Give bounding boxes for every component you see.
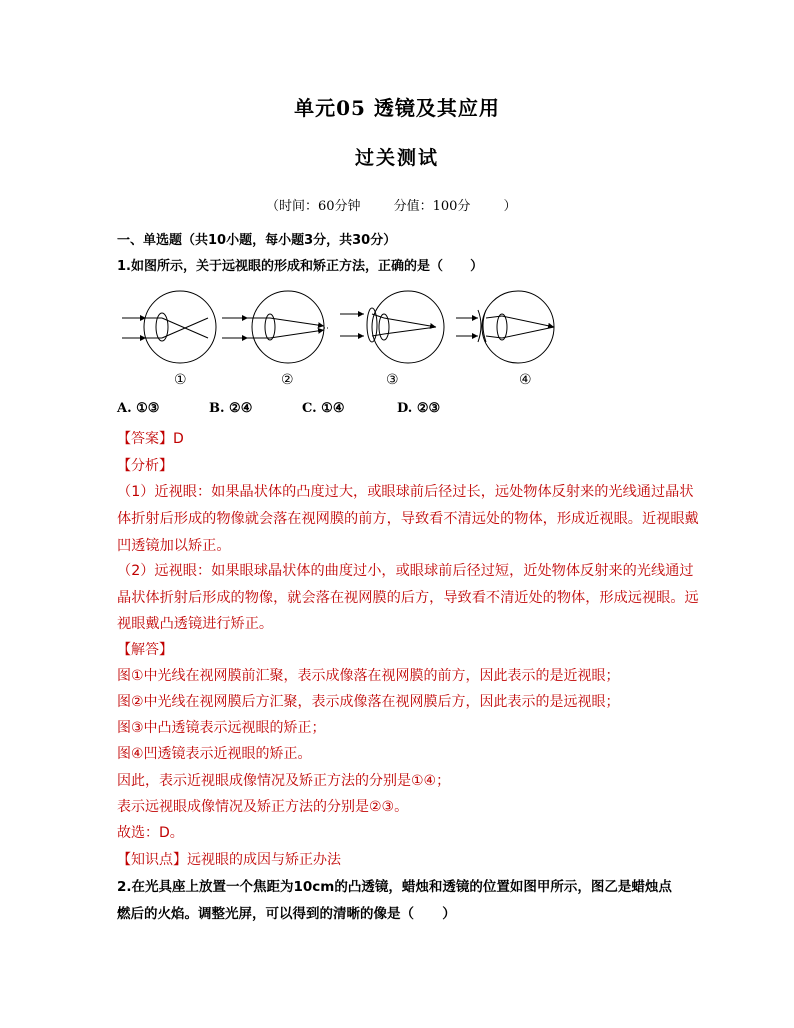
analysis-line: 凹透镜加以矫正。 (117, 538, 231, 554)
answer: 【答案】D (117, 431, 184, 447)
question-2-stem-line1: 2.在光具座上放置一个焦距为10cm的凸透镜，蜡烛和透镜的位置如图甲所示，图乙是蜡烛点 (117, 879, 672, 895)
eye-diagram-1 (122, 291, 216, 363)
test-subtitle: 过关测试 (354, 147, 439, 169)
section-heading: 一、单选题（共10小题，每小题3分，共30分） (117, 233, 397, 248)
solution-line: 因此，表示近视眼成像情况及矫正方法的分别是①④； (117, 773, 451, 789)
analysis-line: 视眼戴凸透镜进行矫正。 (117, 616, 274, 632)
unit-title: 单元05 透镜及其应用 (294, 96, 500, 120)
solution-line: 图④凹透镜表示近视眼的矫正。 (117, 746, 312, 762)
figure-label-2: ② (281, 372, 294, 388)
eye-diagram-3 (340, 291, 444, 363)
analysis-heading: 【分析】 (117, 458, 173, 474)
analysis-line: 体折射后形成的物像就会落在视网膜的前方，导致看不清远处的物体，形成近视眼。近视眼戴 (117, 511, 699, 527)
solution-line: 故选：D。 (117, 825, 184, 841)
solution-line: 图②中光线在视网膜后方汇聚，表示成像落在视网膜后方，因此表示的是远视眼； (117, 694, 620, 710)
solution-line: 图③中凸透镜表示远视眼的矫正； (117, 720, 326, 736)
question-1-stem: 1.如图所示，关于远视眼的形成和矫正方法，正确的是（ ） (117, 259, 484, 274)
solution-line: 表示远视眼成像情况及矫正方法的分别是②③。 (117, 799, 409, 815)
figure-label-1: ① (174, 372, 187, 388)
question-2-stem-line2: 燃后的火焰。调整光屏，可以得到的清晰的像是（ ） (117, 906, 456, 922)
option-d: D. ②③ (397, 401, 441, 416)
eye-diagram-2 (222, 291, 330, 363)
figure-label-4: ④ (519, 372, 532, 388)
solution-line: 图①中光线在视网膜前汇聚，表示成像落在视网膜的前方，因此表示的是近视眼； (117, 668, 620, 684)
solution-heading: 【解答】 (117, 642, 173, 658)
analysis-line: 晶状体折射后形成的物像，就会落在视网膜的后方，导致看不清近处的物体，形成远视眼。远 (117, 590, 699, 606)
figure-label-3: ③ (386, 372, 399, 388)
eye-diagram-4 (456, 291, 554, 363)
analysis-line: （2）远视眼：如果眼球晶状体的曲度过小，或眼球前后径过短，近处物体反射来的光线通过 (117, 563, 694, 579)
knowledge-point: 【知识点】远视眼的成因与矫正办法 (117, 852, 341, 868)
time-score-info: （时间：60分钟 分值：100分 ） (266, 199, 517, 214)
option-a: A. ①③ (117, 401, 160, 416)
analysis-line: （1）近视眼：如果晶状体的凸度过大，或眼球前后径过长，远处物体反射来的光线通过晶状 (117, 484, 694, 500)
option-c: C. ①④ (302, 401, 345, 416)
option-b: B. ②④ (209, 401, 253, 416)
